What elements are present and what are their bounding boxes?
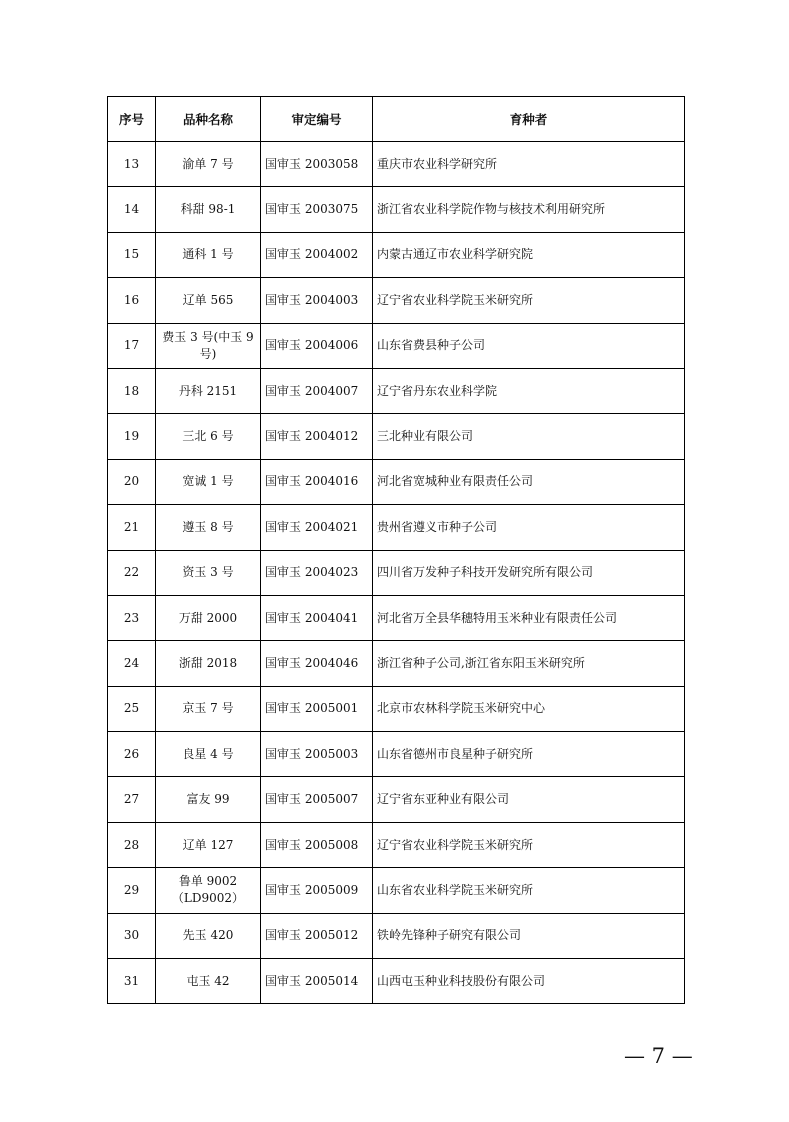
cell-breeder: 内蒙古通辽市农业科学研究院 — [373, 232, 685, 277]
cell-approval-code: 国审玉 2005012 — [261, 913, 373, 958]
header-breeder: 育种者 — [373, 97, 685, 142]
cell-no: 26 — [108, 732, 156, 777]
cell-variety-name: 浙甜 2018 — [156, 641, 261, 686]
table-row — [108, 187, 685, 232]
cell-no: 31 — [108, 959, 156, 1004]
cell-approval-code: 国审玉 2003058 — [261, 142, 373, 187]
table-row — [108, 913, 685, 958]
cell-variety-name: 三北 6 号 — [156, 414, 261, 459]
cell-breeder: 浙江省种子公司,浙江省东阳玉米研究所 — [373, 641, 685, 686]
cell-breeder: 山西屯玉种业科技股份有限公司 — [373, 959, 685, 1004]
cell-no: 29 — [108, 868, 156, 913]
cell-variety-name: 费玉 3 号(中玉 9 号) — [156, 323, 261, 368]
table-row — [108, 959, 685, 1004]
cell-no: 17 — [108, 323, 156, 368]
cell-no: 24 — [108, 641, 156, 686]
cell-variety-name: 宽诚 1 号 — [156, 459, 261, 504]
cell-variety-name: 渝单 7 号 — [156, 142, 261, 187]
cell-no: 22 — [108, 550, 156, 595]
header-approval-code: 审定编号 — [261, 97, 373, 142]
cell-approval-code: 国审玉 2004021 — [261, 505, 373, 550]
cell-breeder: 贵州省遵义市种子公司 — [373, 505, 685, 550]
cell-approval-code: 国审玉 2004041 — [261, 595, 373, 640]
cell-no: 18 — [108, 368, 156, 413]
cell-breeder: 重庆市农业科学研究所 — [373, 142, 685, 187]
cell-breeder: 浙江省农业科学院作物与核技术利用研究所 — [373, 187, 685, 232]
table-row — [108, 505, 685, 550]
table-row — [108, 278, 685, 323]
cell-no: 19 — [108, 414, 156, 459]
cell-no: 23 — [108, 595, 156, 640]
table-row — [108, 142, 685, 187]
cell-approval-code: 国审玉 2004012 — [261, 414, 373, 459]
cell-no: 25 — [108, 686, 156, 731]
table-row — [108, 368, 685, 413]
cell-no: 21 — [108, 505, 156, 550]
cell-no: 14 — [108, 187, 156, 232]
cell-no: 30 — [108, 913, 156, 958]
cell-approval-code: 国审玉 2005009 — [261, 868, 373, 913]
cell-approval-code: 国审玉 2004046 — [261, 641, 373, 686]
table-row — [108, 550, 685, 595]
cell-approval-code: 国审玉 2005014 — [261, 959, 373, 1004]
cell-approval-code: 国审玉 2004007 — [261, 368, 373, 413]
cell-breeder: 辽宁省丹东农业科学院 — [373, 368, 685, 413]
cell-breeder: 山东省农业科学院玉米研究所 — [373, 868, 685, 913]
cell-variety-name: 屯玉 42 — [156, 959, 261, 1004]
cell-variety-name: 良星 4 号 — [156, 732, 261, 777]
cell-variety-name: 鲁单 9002（LD9002） — [156, 868, 261, 913]
cell-breeder: 河北省宽城种业有限责任公司 — [373, 459, 685, 504]
cell-no: 13 — [108, 142, 156, 187]
cell-approval-code: 国审玉 2004023 — [261, 550, 373, 595]
cell-variety-name: 富友 99 — [156, 777, 261, 822]
cell-no: 20 — [108, 459, 156, 504]
cell-variety-name: 丹科 2151 — [156, 368, 261, 413]
cell-variety-name: 辽单 127 — [156, 822, 261, 867]
cell-no: 16 — [108, 278, 156, 323]
cell-variety-name: 科甜 98-1 — [156, 187, 261, 232]
cell-breeder: 山东省德州市良星种子研究所 — [373, 732, 685, 777]
table-row — [108, 777, 685, 822]
variety-table — [107, 96, 685, 1004]
cell-approval-code: 国审玉 2005001 — [261, 686, 373, 731]
cell-approval-code: 国审玉 2003075 — [261, 187, 373, 232]
cell-breeder: 三北种业有限公司 — [373, 414, 685, 459]
table-header-row — [108, 97, 685, 142]
cell-approval-code: 国审玉 2005007 — [261, 777, 373, 822]
cell-no: 28 — [108, 822, 156, 867]
cell-breeder: 河北省万全县华穗特用玉米种业有限责任公司 — [373, 595, 685, 640]
cell-no: 27 — [108, 777, 156, 822]
table-row — [108, 232, 685, 277]
cell-breeder: 辽宁省农业科学院玉米研究所 — [373, 278, 685, 323]
cell-variety-name: 京玉 7 号 — [156, 686, 261, 731]
cell-breeder: 北京市农林科学院玉米研究中心 — [373, 686, 685, 731]
cell-approval-code: 国审玉 2004016 — [261, 459, 373, 504]
table-body — [108, 142, 685, 1004]
cell-breeder: 辽宁省东亚种业有限公司 — [373, 777, 685, 822]
cell-approval-code: 国审玉 2004002 — [261, 232, 373, 277]
table-row — [108, 686, 685, 731]
table-row — [108, 323, 685, 368]
cell-breeder: 铁岭先锋种子研究有限公司 — [373, 913, 685, 958]
header-no: 序号 — [108, 97, 156, 142]
cell-approval-code: 国审玉 2004006 — [261, 323, 373, 368]
table-row — [108, 868, 685, 913]
cell-variety-name: 资玉 3 号 — [156, 550, 261, 595]
table-row — [108, 822, 685, 867]
cell-variety-name: 遵玉 8 号 — [156, 505, 261, 550]
cell-no: 15 — [108, 232, 156, 277]
table-row — [108, 732, 685, 777]
cell-variety-name: 万甜 2000 — [156, 595, 261, 640]
cell-variety-name: 通科 1 号 — [156, 232, 261, 277]
page-number: — 7 — — [624, 1044, 693, 1068]
cell-variety-name: 辽单 565 — [156, 278, 261, 323]
cell-approval-code: 国审玉 2005008 — [261, 822, 373, 867]
cell-variety-name: 先玉 420 — [156, 913, 261, 958]
table-row — [108, 595, 685, 640]
cell-approval-code: 国审玉 2005003 — [261, 732, 373, 777]
cell-breeder: 四川省万发种子科技开发研究所有限公司 — [373, 550, 685, 595]
cell-approval-code: 国审玉 2004003 — [261, 278, 373, 323]
header-variety-name: 品种名称 — [156, 97, 261, 142]
table-row — [108, 459, 685, 504]
table-row — [108, 414, 685, 459]
cell-breeder: 山东省费县种子公司 — [373, 323, 685, 368]
cell-breeder: 辽宁省农业科学院玉米研究所 — [373, 822, 685, 867]
table-row — [108, 641, 685, 686]
